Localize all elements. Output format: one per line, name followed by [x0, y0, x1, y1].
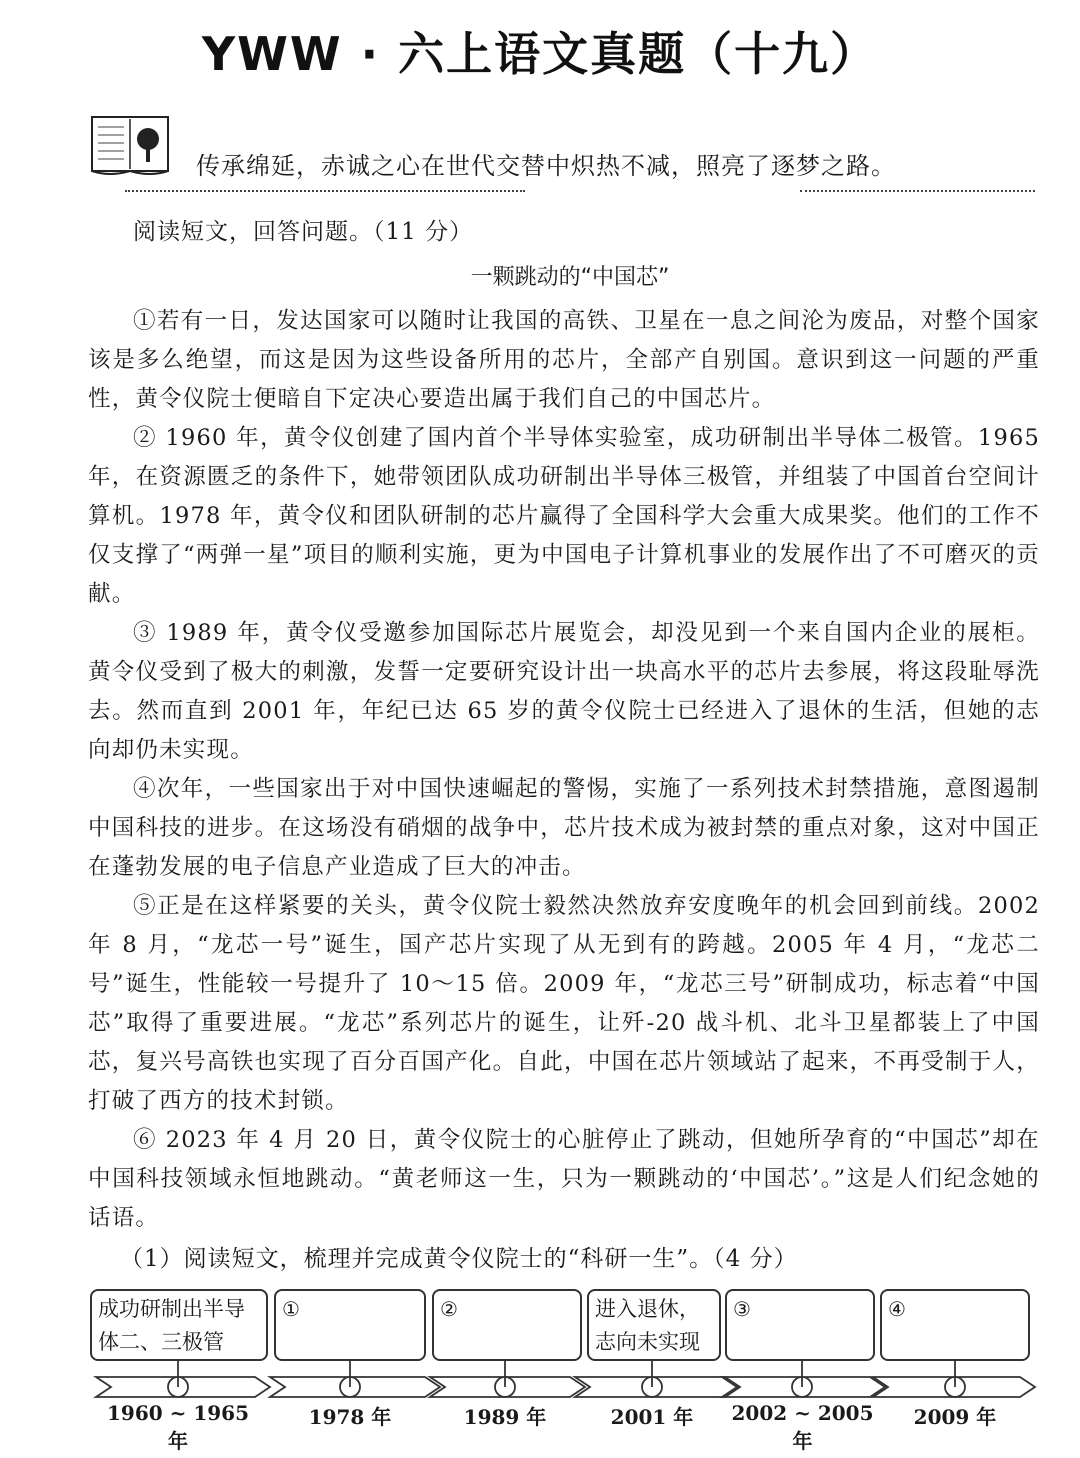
paragraph-4: ④次年，一些国家出于对中国快速崛起的警惕，实施了一系列技术封禁措施，意图遏制中国科技的进步。在这场没有硝烟的战争中，芯片技术成为被封禁的重点对象，这对中国正在蓬勃发展的电子信息产业造成了巨大的冲击。 [88, 776, 1040, 880]
paragraph-6: ⑥ 2023 年 4 月 20 日，黄令仪院士的心脏停止了跳动，但她所孕育的“中国芯”却在中国科技领域永恒地跳动。“黄老师这一生，只为一颗跳动的‘中国芯’。”这是人们纪念她的话语。 [88, 1127, 1040, 1231]
timeline-box-2[interactable] [274, 1289, 426, 1361]
timeline-year-5: 2002 ~ 2005 年 [731, 1401, 874, 1453]
timeline-year-2: 1978 年 [308, 1405, 392, 1429]
timeline-box-3[interactable] [432, 1289, 582, 1361]
timeline-box-5[interactable] [725, 1289, 875, 1361]
paragraph-2: ② 1960 年，黄令仪创建了国内首个半导体实验室，成功研制出半导体二极管。1965 年，在资源匮乏的条件下，她带领团队成功研制出半导体三极管，并组装了中国首台空间计算机。1978 年，黄令仪和团队研制的芯片赢得了全国科学大会重大成果奖。他们的工作不仅支撑了“两弹一星”项目的顺利实施，更为中国电子计算机事业的发展作出了不可磨灭的贡献。 [88, 425, 1040, 607]
timeline-year-6: 2009 年 [913, 1405, 997, 1429]
question-1: （1）阅读短文，梳理并完成黄令仪院士的“科研一生”。（4 分） [120, 1246, 798, 1272]
timeline [0, 1285, 1080, 1453]
timeline-box-4: 进入退休，志向未实现 [587, 1289, 721, 1361]
reading-instruction: 阅读短文，回答问题。（11 分） [133, 219, 474, 245]
paragraph-3: ③ 1989 年，黄令仪受邀参加国际芯片展览会，却没见到一个来自国内企业的展柜。黄令仪受到了极大的刺激，发誓一定要研究设计出一块高水平的芯片去参展，将这段耻辱洗去。然而直到 2001 年，年纪已达 65 岁的黄令仪院士已经进入了退休的生活，但她的志向却仍未实现。 [88, 620, 1040, 763]
timeline-year-1: 1960 ~ 1965 年 [106, 1401, 249, 1453]
blank-label: ① [282, 1297, 300, 1321]
article-title: 一颗跳动的“中国芯” [470, 265, 670, 290]
blank-label: ② [440, 1297, 458, 1321]
timeline-year-3: 1989 年 [463, 1405, 547, 1429]
paragraph-1: ①若有一日，发达国家可以随时让我国的高铁、卫星在一息之间沦为废品，对整个国家该是多么绝望，而这是因为这些设备所用的芯片，全部产自别国。意识到这一问题的严重性，黄令仪院士便暗自下定决心要造出属于我们自己的中国芯片。 [88, 308, 1040, 412]
page-title: YWW · 六上语文真题（十九） [201, 27, 879, 81]
epigraph: 传承绵延，赤诚之心在世代交替中炽热不减，照亮了逐梦之路。 [196, 152, 896, 180]
paragraph-5: ⑤正是在这样紧要的关头，黄令仪院士毅然决然放弃安度晚年的机会回到前线。2002 年 8 月，“龙芯一号”诞生，国产芯片实现了从无到有的跨越。2005 年 4 月，“龙芯二号”诞生，性能较一号提升了 10～15 倍。2009 年，“龙芯三号”研制成功，标志着“中国芯”取得了重要进展。“龙芯”系列芯片的诞生，让歼-20 战斗机、北斗卫星都装上了中国芯，复兴号高铁也实现了百分百国产化。自此，中国在芯片领域站了起来，不再受制于人，打破了西方的技术封锁。 [88, 893, 1040, 1114]
blank-label: ③ [733, 1297, 751, 1321]
divider [125, 190, 525, 192]
timeline-box-1: 成功研制出半导体二、三极管 [90, 1289, 268, 1361]
blank-label: ④ [888, 1297, 906, 1321]
timeline-box-6[interactable] [880, 1289, 1030, 1361]
book-icon [90, 115, 170, 177]
article-body [88, 302, 1040, 1238]
timeline-year-4: 2001 年 [610, 1405, 694, 1429]
divider [800, 190, 1035, 192]
